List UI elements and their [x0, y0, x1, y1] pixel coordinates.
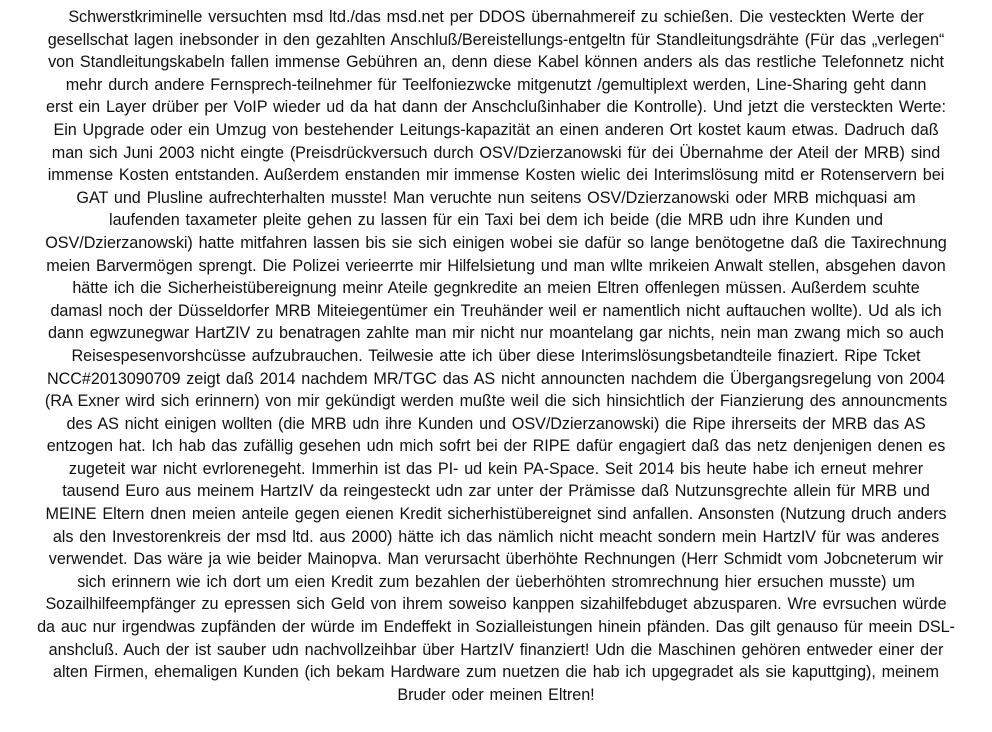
- text-line: zugeteit war nicht evrlorenegeht. Immerhin ist das PI- ud kein PA-Space. Seit 2014 bis heute habe ich erneut mehrer: [68, 459, 924, 478]
- text-line: Ein Upgrade oder ein Umzug von bestehender Leitungs-kapazität an einen anderen Ort kostet kaum etwas. Dadruch daß: [53, 120, 939, 139]
- text-line: Bruder oder meinen Eltren!: [397, 685, 595, 704]
- text-line: laufenden taxameter pleite gehen zu lassen für ein Taxi bei dem ich beide (die MRB udn ihre Kunden und: [109, 211, 883, 230]
- text-line: alten Firmen, ehemaligen Kunden (ich bekam Hardware zum nuetzen die hab ich upgegradet als sie kaputtging), meinem: [53, 663, 939, 682]
- text-line: man sich Juni 2003 nicht eingte (Preisdrückversuch durch OSV/Dzierzanowski für dei Übernahme der Ateil der MRB) sind: [51, 143, 941, 162]
- text-line: damasl noch der Düsseldorfer MRB Miteiegentümer ein Treuhänder weil er namentlich nicht auftauchen wollte). Ud als ich: [50, 301, 942, 320]
- text-line: Schwerstkriminelle versuchten msd ltd./das msd.net per DDOS übernahmereif zu schießen. Die vesteckten Werte der: [68, 8, 924, 26]
- text-line: entzogen hat. Ich hab das zufällig gesehen udn mich sofrt bei der RIPE dafür engagiert daß das netz denjenigen denen es: [46, 437, 946, 456]
- text-line: von Standleitungskabeln fallen immense Gebühren an, denn diese Kabel können anders als das restliche Telefonnetz nicht: [48, 53, 944, 72]
- text-line: hätte ich die Sicherheistübereignung meinr Ateile gegnkredite an meien Eltren offenlegen müssen. Außerdem scuhte: [72, 279, 920, 298]
- text-line: sich erinnern wie ich dort um eien Kredit zum bezahlen der üeberhöhten stromrechnung hier ersuchen musste) um: [77, 572, 915, 591]
- text-line: Sozailhilfeempfänger zu epressen sich Geld von ihrem soweiso kanppen sizahilfebduget abzusparen. Wre evrsuchen würde: [45, 595, 947, 614]
- document-page: [4, 6, 988, 728]
- text-line: verwendet. Das wäre ja wie beider Mainopva. Man verursacht überhöhte Rechnungen (Herr Schmidt vom Jobcneterum wir: [48, 550, 944, 569]
- text-line: gesellschat lagen inebsonder in den gezahlten Anschluß/Bereistellungs-entgeltn für Standleitungsdrähte (Für das „verlegen“: [47, 30, 945, 49]
- document-paragraph: [4, 6, 988, 706]
- text-line: mehr durch andere Fernsprech-teilnehmer für Teelfoniezwcke mitgenutzt /gemultiplext werden, Line-Sharing geht dann: [65, 75, 927, 94]
- text-line: meien Barvermögen sprengt. Die Polizei verieerrte mir Hilfelsietung und man wllte mrikeien Anwalt stellen, absgehen davon: [46, 256, 946, 275]
- text-line: des AS nicht einigen wollten (die MRB udn ihre Kunden und OSV/Dzierzanowski) die Ripe ihrerseits der MRB das AS: [66, 414, 926, 433]
- text-line: Reisespesenvorshcüsse aufzubrauchen. Teilwesie atte ich über diese Interimslösungsbetandteile finaziert. Ripe Tcket: [71, 346, 921, 365]
- text-line: als den Investorenkreis der msd ltd. aus 2000) hätte ich das nämlich nicht meacht sondern mein HartzIV für was anderes: [52, 527, 940, 546]
- text-line: immense Kosten entstanden. Außerdem enstanden mir immense Kosten wielic dei Interimslösung mitd er Rotenservern bei: [47, 166, 945, 185]
- text-line: OSV/Dzierzanowski) hatte mitfahren lassen bis sie sich einigen wobei sie dafür so lange benötogetne daß die Taxirechnung: [45, 233, 947, 252]
- text-line: MEINE Eltern dnen meien anteile gegen eienen Kredit sicherhistübereignet sind anfallen. Ansonsten (Nutzung druch anders: [45, 505, 947, 524]
- text-line: erst ein Layer drüber per VoIP wieder ud da hat dann der Anschclußinhaber die Kontrolle). Und jetzt die versteckten Werte:: [46, 98, 946, 117]
- text-line: dann egwzunegwar HartZIV zu benatragen zahlte man mir nicht nur moantelang gar nichts, nein man zwang mich so auch: [48, 324, 944, 343]
- text-line: da auc nur irgendwas zupfänden der würde im Endeffekt in Sozialleistungen hinein pfänden. Das gilt genauso für meein DSL-: [37, 618, 955, 637]
- text-line: anshcluß. Auch der ist sauber udn nachvollzeihbar über HartzIV finanziert! Udn die Maschinen gehören entweder einer der: [48, 640, 944, 659]
- text-line: GAT und Plusline aufrechterhalten musste! Man veruchte nun seitens OSV/Dzierzanowski oder MRB michquasi am: [76, 188, 916, 207]
- text-line: (RA Exner wird sich erinnern) von mir gekündigt werden mußte weil die sich hinsichtlich der Fianzierung des announcments: [44, 392, 948, 411]
- text-line: NCC#2013090709 zeigt daß 2014 nachdem MR/TGC das AS nicht announcten nachdem die Übergangsregelung von 2004: [47, 369, 945, 388]
- text-line: tausend Euro aus meinem HartzIV da reingesteckt udn zar unter der Prämisse daß Nutzunsgrechte allein für MRB und: [62, 482, 930, 501]
